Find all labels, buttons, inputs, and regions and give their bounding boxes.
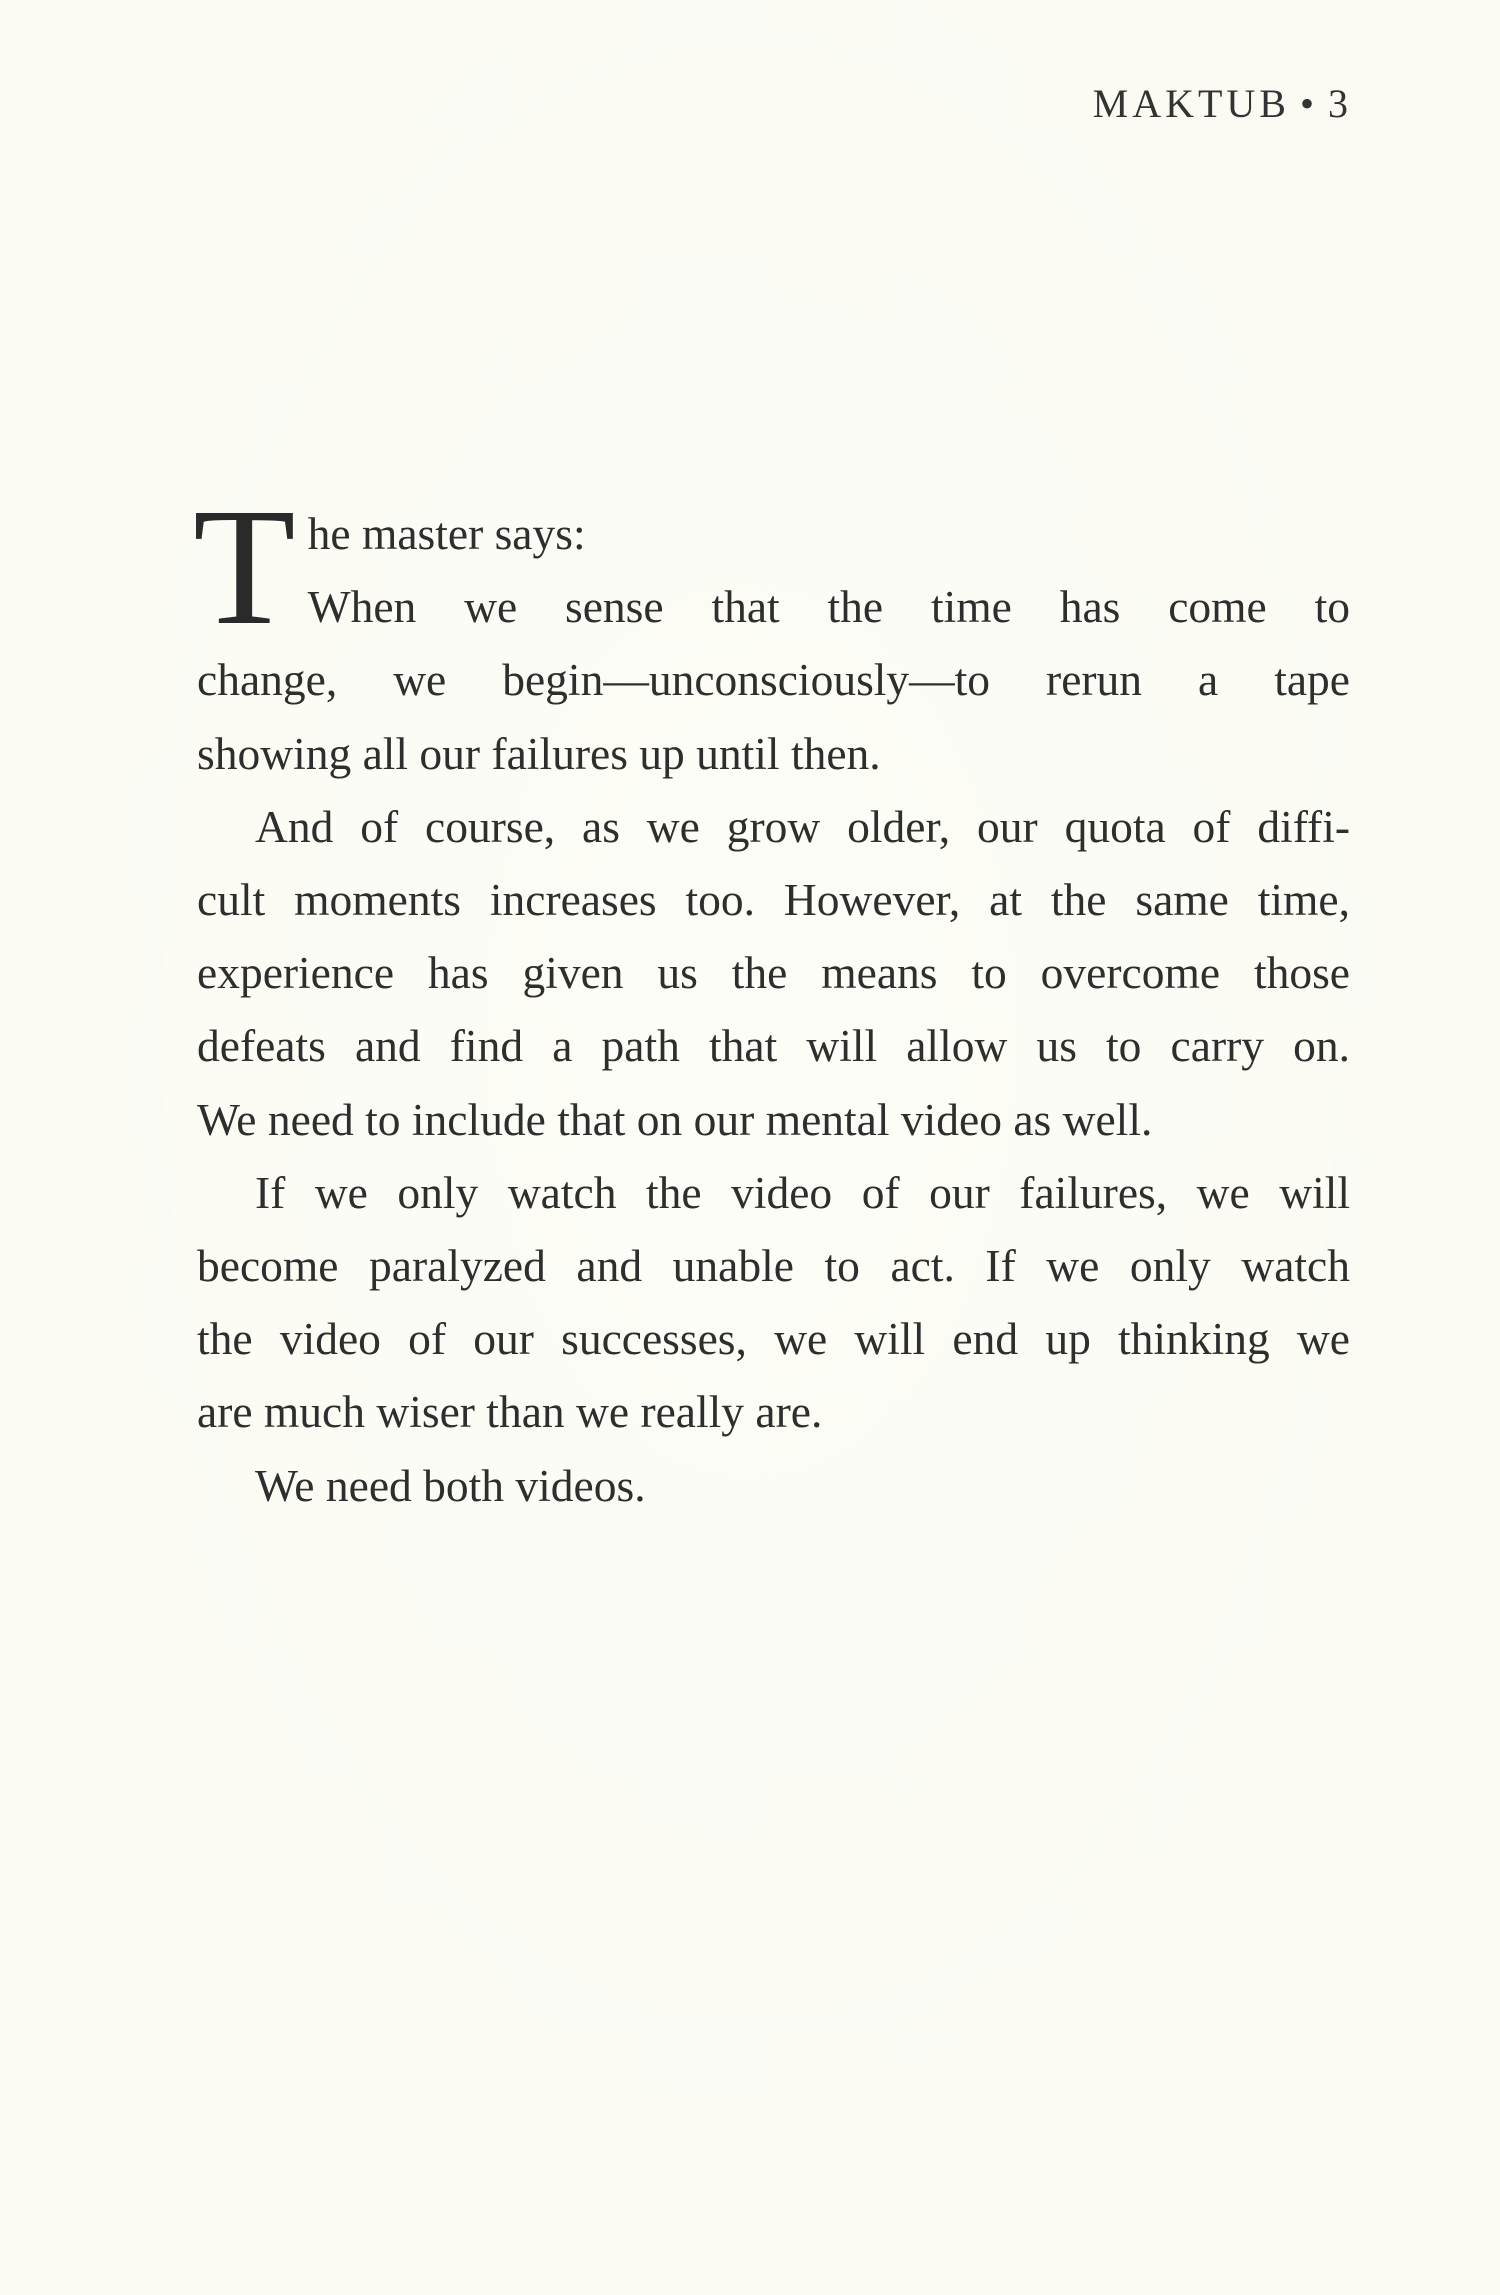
page-number: 3 (1328, 81, 1352, 126)
text-line: We need both videos. (255, 1459, 646, 1511)
text-line: experience has given us the means to overcome those (197, 947, 1350, 999)
text-line: If we only watch the video of our failures, we will (255, 1166, 1350, 1218)
opening-line: he master says: (307, 508, 586, 559)
opening-paragraph (193, 474, 1350, 660)
text-line: become paralyzed and unable to act. If we only watch (197, 1240, 1350, 1292)
body-text (193, 474, 1350, 1522)
header-separator: • (1299, 81, 1318, 126)
running-head (1093, 80, 1352, 127)
text-line: are much wiser than we really are. (197, 1386, 823, 1438)
text-line: change, we begin—unconsciously—to rerun a tape (197, 654, 1350, 706)
text-line: We need to include that on our mental video as well. (197, 1093, 1153, 1145)
text-line: the video of our successes, we will end up thinking we (197, 1313, 1350, 1365)
text-line: showing all our failures up until then. (197, 727, 881, 779)
drop-cap: T (193, 474, 296, 660)
book-title: MAKTUB (1092, 81, 1290, 126)
text-line: cult moments increases too. However, at the same time, (197, 874, 1350, 926)
text-line: defeats and find a path that will allow us to carry on. (197, 1020, 1350, 1072)
text-line: And of course, as we grow older, our quota of diffi- (255, 800, 1350, 852)
text-line: When we sense that the time has come to (307, 581, 1350, 633)
